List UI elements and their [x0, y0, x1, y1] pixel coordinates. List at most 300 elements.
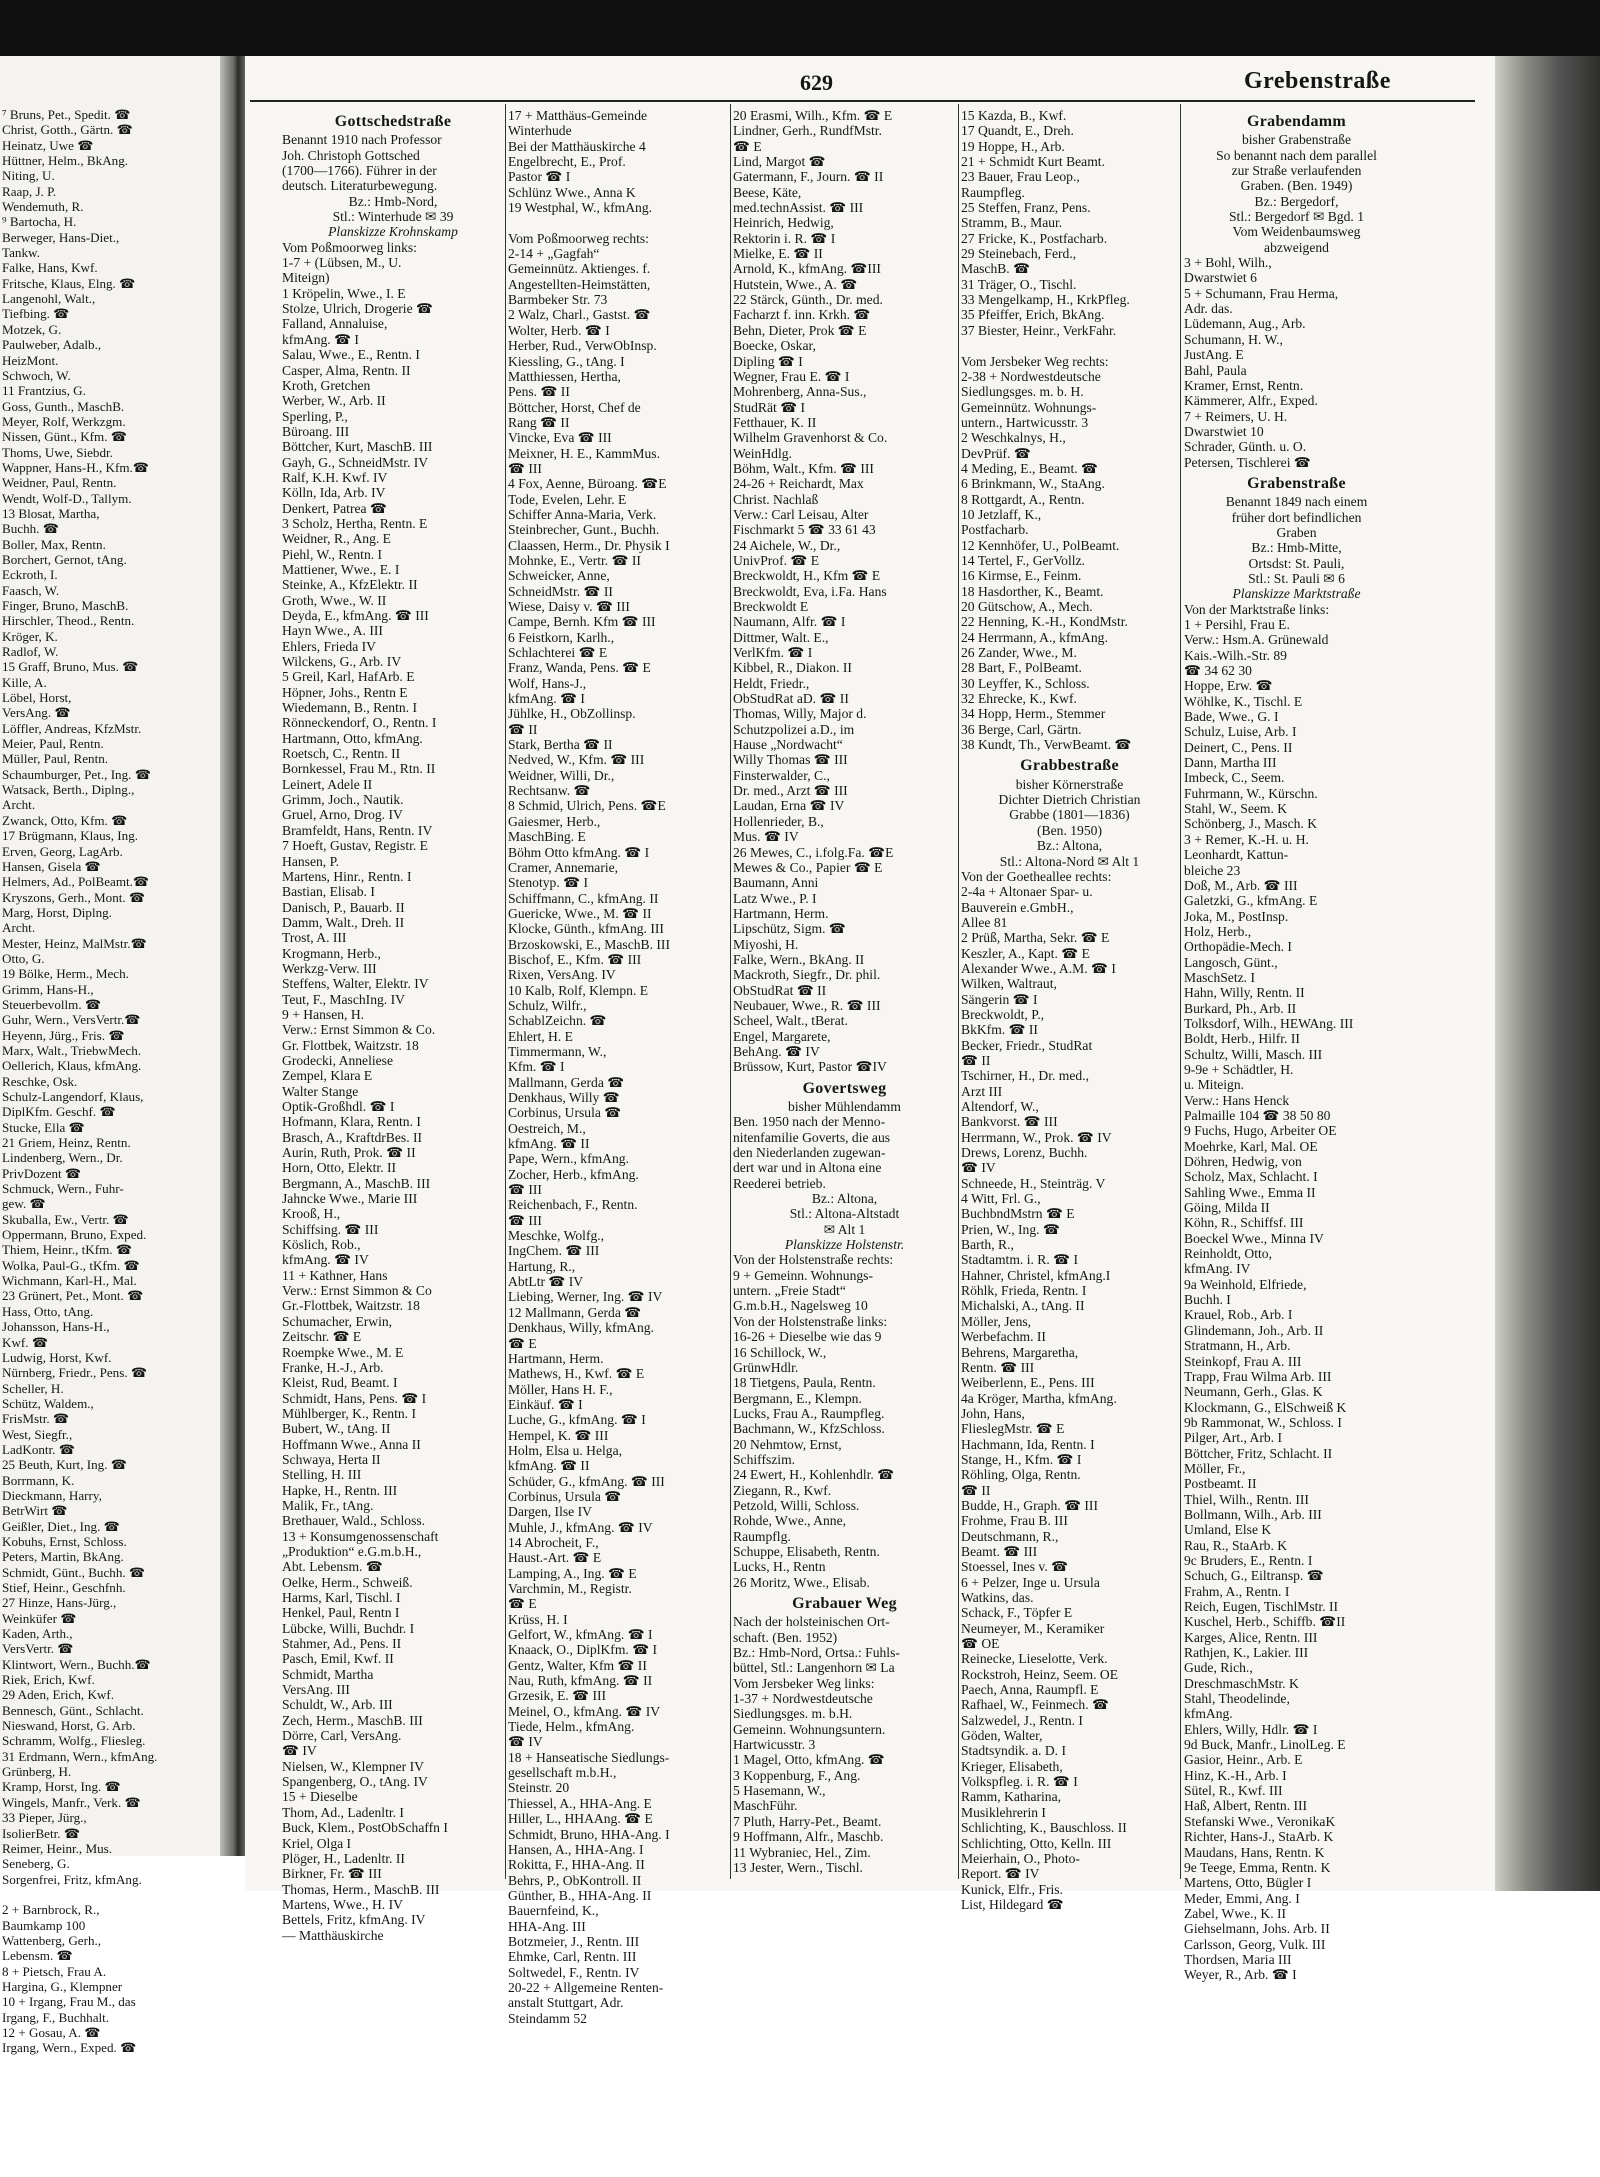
directory-entry: Werbefachm. II	[961, 1329, 1046, 1345]
directory-entry: 1 Kröpelin, Wwe., I. E	[282, 285, 406, 301]
directory-entry: Döhren, Hedwig, von	[1184, 1154, 1302, 1170]
directory-entry: Rentn. ☎ III	[961, 1359, 1035, 1375]
directory-entry: Marx, Walt., TriebwMech.	[2, 1042, 142, 1058]
directory-entry: BuchbndMstrn ☎ E	[961, 1206, 1075, 1222]
directory-entry: Plöger, H., Ladenltr. II	[282, 1850, 405, 1866]
street-info: Stl.: Altona-Altstadt	[789, 1206, 900, 1222]
directory-entry: MaschB. ☎	[961, 261, 1031, 277]
directory-entry: Bennesch, Günt., Schlacht.	[2, 1702, 144, 1718]
directory-entry: Birkner, Fr. ☎ III	[282, 1866, 382, 1882]
directory-entry: Kriel, Olga I	[282, 1835, 352, 1851]
directory-entry: Leinert, Adele II	[282, 776, 373, 792]
directory-entry: Neumann, Gerh., Glas. K	[1184, 1384, 1323, 1400]
directory-entry: Bergmann, A., MaschB. III	[282, 1175, 431, 1191]
directory-entry: Lindner, Gerh., RundfMstr.	[733, 123, 882, 139]
street-info: Ortsdst: St. Pauli,	[1248, 555, 1345, 571]
directory-entry: Wöhlke, K., Tischl. E	[1184, 693, 1303, 709]
directory-entry: Drews, Lorenz, Buchh.	[961, 1145, 1088, 1161]
directory-entry: Schultz, Willi, Masch. III	[1184, 1046, 1323, 1062]
directory-entry: DiplKfm. Geschf. ☎	[2, 1104, 116, 1120]
directory-entry: Heyenn, Jürg., Fris. ☎	[2, 1027, 125, 1043]
directory-entry: 31 Erdmann, Wern., kfmAng.	[2, 1748, 158, 1764]
directory-entry: Buck, Klem., PostObSchaffn I	[282, 1820, 448, 1836]
directory-entry: 26 Moritz, Wwe., Elisab.	[733, 1574, 870, 1590]
directory-entry: ☎ III	[508, 1212, 542, 1228]
street-info: bisher Körnerstraße	[1015, 776, 1124, 792]
directory-entry: Ehlert, H. E	[508, 1028, 573, 1044]
directory-entry: 31 Träger, O., Tischl.	[961, 276, 1077, 292]
street-info: Graben. (Ben. 1949)	[1240, 178, 1353, 194]
directory-entry: nitenfamilie Goverts, die aus	[733, 1129, 891, 1145]
directory-entry: Gemeinn. Wohnungsuntern.	[733, 1721, 886, 1737]
directory-entry: Heinatz, Uwe ☎	[2, 137, 94, 153]
directory-entry: Ramm, Katharina,	[961, 1789, 1062, 1805]
directory-entry: Siedlungsges. m. b. H.	[961, 384, 1084, 400]
directory-entry: kfmAng.	[1184, 1706, 1233, 1722]
street-heading: Grabenstraße	[1247, 474, 1346, 492]
directory-entry: Langosch, Günt.,	[1184, 954, 1278, 970]
directory-entry: Spangenberg, O., tAng. IV	[282, 1774, 428, 1790]
directory-entry: Von der Holstenstraße rechts:	[733, 1252, 894, 1268]
directory-entry: Ehlers, Frieda IV	[282, 638, 376, 654]
directory-entry: Rathjen, K., Lakier. III	[1184, 1645, 1309, 1661]
directory-entry: Faasch, W.	[2, 582, 60, 598]
directory-entry: Meder, Emmi, Ang. I	[1184, 1890, 1300, 1906]
directory-entry: Krauel, Rob., Arb. I	[1184, 1307, 1293, 1323]
directory-entry: Wegner, Frau E. ☎ I	[733, 368, 850, 384]
directory-entry: 3 + Bohl, Wilh.,	[1184, 255, 1272, 271]
directory-entry: Archt.	[2, 920, 36, 936]
directory-entry: Brzoskowski, E., MaschB. III	[508, 936, 670, 952]
directory-entry: Göing, Milda II	[1184, 1200, 1270, 1216]
directory-entry: Göden, Walter,	[961, 1728, 1043, 1744]
directory-entry: West, Siegfr.,	[2, 1426, 73, 1442]
directory-entry: (1700—1766). Führer in der	[282, 163, 437, 179]
directory-entry: Kais.-Wilh.-Str. 89	[1184, 647, 1287, 663]
directory-entry: Stelling, H. III	[282, 1467, 362, 1483]
street-info: Graben	[1276, 524, 1317, 540]
directory-entry: 23 Grünert, Pet., Mont. ☎	[2, 1288, 144, 1304]
directory-entry: Kwf. ☎	[2, 1334, 49, 1350]
directory-entry: 2-38 + Nordwestdeutsche	[961, 368, 1101, 384]
directory-entry: Bei der Matthäuskirche 4	[508, 138, 646, 154]
directory-entry: Gude, Rich.,	[1184, 1660, 1253, 1676]
directory-entry: Mewes & Co., Papier ☎ E	[733, 859, 883, 875]
directory-entry: Stucke, Ella ☎	[2, 1119, 85, 1135]
directory-entry: Klockmann, G., ElSchweiß K	[1184, 1399, 1347, 1415]
directory-entry: 29 Steinebach, Ferd.,	[961, 246, 1077, 262]
street-info: früher dort befindlichen	[1231, 509, 1362, 525]
directory-entry: 9d Buck, Manfr., LinolLeg. E	[1184, 1737, 1346, 1753]
directory-entry: Meierhain, O., Photo-	[961, 1850, 1080, 1866]
directory-entry: Klocke, Günth., kfmAng. III	[508, 921, 664, 937]
street-heading: Grabauer Weg	[792, 1595, 897, 1612]
directory-entry: Grünberg, H.	[2, 1764, 72, 1780]
left-page-column	[2, 108, 217, 2057]
directory-entry: Röhlk, Frieda, Rentn. I	[961, 1283, 1087, 1299]
directory-entry: Vom Jersbeker Weg links:	[733, 1675, 875, 1691]
directory-entry: Ben. 1950 nach der Menno-	[733, 1114, 886, 1130]
directory-entry: Grimm, Joch., Nautik.	[282, 792, 404, 808]
directory-entry: 36 Berge, Carl, Gärtn.	[961, 721, 1082, 737]
directory-entry: 7 Pluth, Harry-Pet., Beamt.	[733, 1813, 882, 1829]
directory-entry: Zabel, Wwe., K. II	[1184, 1905, 1287, 1921]
directory-entry: Budde, H., Graph. ☎ III	[961, 1497, 1098, 1513]
street-info: Benannt 1849 nach einem	[1225, 494, 1368, 510]
directory-entry: Nielsen, W., Klempner IV	[282, 1758, 424, 1774]
directory-entry: Bornkessel, Frau M., Rtn. II	[282, 761, 436, 777]
directory-entry: Möller, Hans H. F.,	[508, 1381, 613, 1397]
directory-entry: Doß, M., Arb. ☎ III	[1184, 877, 1298, 893]
directory-entry: ☎ IV	[282, 1743, 317, 1759]
directory-entry: Sängerin ☎ I	[961, 991, 1038, 1007]
directory-entry: Lindenberg, Wern., Dr.	[2, 1150, 123, 1166]
directory-entry: Büroang. III	[282, 423, 350, 439]
directory-entry: Lebensm. ☎	[2, 1948, 73, 1964]
directory-entry: Stefanski Wwe., VeronikaK	[1184, 1813, 1336, 1829]
directory-entry: Claassen, Herm., Dr. Physik I	[508, 537, 670, 553]
directory-entry: 9 Hoffmann, Alfr., Maschb.	[733, 1829, 884, 1845]
directory-entry: 33 Pieper, Jürg.,	[2, 1810, 87, 1826]
directory-entry: Nach der holsteinischen Ort-	[733, 1614, 890, 1630]
directory-entry: Schuldt, W., Arb. III	[282, 1697, 393, 1713]
directory-entry: DreschmaschMstr. K	[1184, 1675, 1299, 1691]
directory-entry: 9b Rammonat, W., Schloss. I	[1184, 1414, 1342, 1430]
directory-entry: Löffler, Andreas, KfzMstr.	[2, 720, 142, 736]
directory-entry: Archt.	[2, 797, 36, 813]
directory-entry: Schwaya, Herta II	[282, 1451, 381, 1467]
directory-entry: Steuerbevollm. ☎	[2, 996, 102, 1012]
directory-entry: Böttcher, Horst, Chef de	[508, 399, 641, 415]
directory-entry: 8 Schmid, Ulrich, Pens. ☎E	[508, 798, 666, 814]
directory-entry: 13 + Konsumgenossenschaft	[282, 1528, 439, 1544]
directory-entry: Orthopädie-Mech. I	[1184, 939, 1292, 955]
directory-entry: 23 Bauer, Frau Leop.,	[961, 169, 1080, 185]
directory-entry: 4 Meding, E., Beamt. ☎	[961, 460, 1098, 476]
directory-entry: kfmAng. ☎ IV	[282, 1252, 369, 1268]
directory-entry: Hansen, P.	[282, 853, 340, 869]
directory-entry: Pilger, Art., Arb. I	[1184, 1430, 1283, 1446]
directory-entry: den Niederlanden zugewan-	[733, 1145, 886, 1161]
directory-entry: Musiklehrerin I	[961, 1804, 1046, 1820]
directory-entry: Hayn Wwe., A. III	[282, 623, 383, 639]
directory-entry: AbtLtr ☎ IV	[508, 1274, 584, 1290]
directory-entry: Beese, Käte,	[733, 184, 802, 200]
plan-reference: Planskizze Krohnskamp	[328, 224, 458, 240]
directory-entry: Schumann, H. W.,	[1184, 331, 1283, 347]
directory-entry: Frohme, Frau B. III	[961, 1513, 1068, 1529]
directory-entry: Raumpflg.	[733, 1528, 791, 1544]
directory-entry: Böhm, Walt., Kfm. ☎ III	[733, 460, 874, 476]
directory-entry: 25 Beuth, Kurt, Ing. ☎	[2, 1457, 128, 1473]
directory-entry: 25 Steffen, Franz, Pens.	[961, 200, 1091, 216]
directory-entry: Report. ☎ IV	[961, 1866, 1040, 1882]
directory-entry: Wolka, Paul-G., tKfm. ☎	[2, 1257, 140, 1273]
directory-entry: 32 Ehrecke, K., Kwf.	[961, 691, 1077, 707]
directory-entry: Stief, Heinr., Geschfnh.	[2, 1580, 126, 1595]
directory-entry: Krieger, Elisabeth,	[961, 1758, 1063, 1774]
directory-entry: Rönneckendorf, O., Rentn. I	[282, 715, 437, 731]
directory-entry: Hansen, A., HHA-Ang. I	[508, 1841, 644, 1857]
column-govertsweg	[733, 108, 956, 1875]
directory-entry: Schwoch, W.	[2, 367, 71, 383]
directory-entry: Rafhael, W., Feinmech. ☎	[961, 1697, 1109, 1713]
directory-entry: 17 Quandt, E., Dreh.	[961, 123, 1074, 139]
directory-entry: Böttcher, Fritz, Schlacht. II	[1184, 1445, 1333, 1461]
directory-entry: Reinecke, Lieselotte, Verk.	[961, 1651, 1108, 1667]
street-info: Bz.: Altona,	[1036, 838, 1103, 854]
directory-entry: Mus. ☎ IV	[733, 829, 799, 845]
directory-entry: Malik, Fr., tAng.	[282, 1497, 374, 1513]
directory-entry: Gelfort, W., kfmAng. ☎ I	[508, 1627, 653, 1643]
directory-entry: Hartmann, Otto, kfmAng.	[282, 730, 423, 746]
directory-entry: Piehl, W., Rentn. I	[282, 546, 383, 562]
directory-entry: Falke, Wern., BkAng. II	[733, 951, 865, 967]
directory-entry: Behrens, Margaretha,	[961, 1344, 1079, 1360]
directory-entry: 38 Kundt, Th., VerwBeamt. ☎	[961, 737, 1132, 753]
directory-entry: Denkhaus, Willy ☎	[508, 1090, 620, 1105]
directory-entry: Fritsche, Klaus, Elng. ☎	[2, 275, 136, 291]
directory-entry: Hiller, L., HHAAng. ☎ E	[508, 1811, 653, 1827]
directory-entry: 9e Teege, Emma, Rentn. K	[1184, 1859, 1331, 1875]
directory-entry: ☎ E	[508, 1596, 537, 1612]
directory-entry: 20 Gütschow, A., Mech.	[961, 599, 1093, 614]
directory-entry: 24-26 + Reichardt, Max	[733, 476, 864, 492]
directory-entry: Meschke, Wolfg.,	[508, 1228, 605, 1244]
directory-entry: Tiede, Helm., kfmAng.	[508, 1719, 635, 1735]
directory-entry: Verw.: Hans Henck	[1184, 1092, 1290, 1108]
directory-entry: Schlichting, K., Bauschloss. II	[961, 1820, 1127, 1836]
directory-entry: Stahl, W., Seem. K	[1184, 801, 1288, 817]
directory-entry: Kroth, Gretchen	[282, 377, 371, 393]
directory-entry: Falland, Annaluise,	[282, 316, 388, 332]
directory-entry: 15 Kazda, B., Kwf.	[961, 108, 1067, 123]
directory-entry: Schiffsing. ☎ III	[282, 1221, 379, 1237]
directory-entry: Scheller, H.	[2, 1380, 64, 1396]
directory-entry: 20 Nehmtow, Ernst,	[733, 1436, 842, 1452]
directory-entry: Sorgenfrei, Fritz, kfmAng.	[2, 1871, 142, 1887]
directory-entry: Helmers, Ad., PolBeamt.☎	[2, 874, 150, 890]
directory-entry: MaschFühr.	[733, 1798, 798, 1814]
directory-entry: Möller, Fr.,	[1184, 1460, 1246, 1476]
directory-entry: Steinke, A., KfzElektr. II	[282, 577, 418, 593]
directory-entry: Oppermann, Bruno, Exped.	[2, 1227, 147, 1243]
directory-entry: Wingels, Manfr., Verk. ☎	[2, 1794, 141, 1810]
directory-entry: Fischmarkt 5 ☎ 33 61 43	[733, 522, 876, 538]
directory-entry: 11 Wybraniec, Hel., Zim.	[733, 1844, 871, 1860]
directory-entry: Schmidt, Bruno, HHA-Ang. I	[508, 1826, 670, 1842]
running-head: Grebenstraße	[1244, 68, 1391, 94]
directory-entry: Wilhelm Gravenhorst & Co.	[733, 430, 888, 446]
directory-entry: 26 Zander, Wwe., M.	[961, 645, 1077, 661]
directory-entry: Ehlers, Willy, Hdlr. ☎ I	[1184, 1721, 1318, 1737]
directory-entry: Volkspfleg. i. R. ☎ I	[961, 1774, 1078, 1790]
directory-entry: Facharzt f. inn. Krkh. ☎	[733, 307, 871, 323]
directory-entry: Optik-Großhdl. ☎ I	[282, 1099, 395, 1114]
directory-entry: 10 + Irgang, Frau M., das	[2, 1994, 136, 2010]
directory-entry: Willy Thomas ☎ III	[733, 752, 848, 768]
directory-entry: Maudans, Hans, Rentn. K	[1184, 1844, 1325, 1860]
directory-entry: Wappner, Hans-H., Kfm.☎	[2, 459, 150, 475]
directory-entry: Wiese, Daisy v. ☎ III	[508, 599, 630, 614]
directory-entry: Verw.: Carl Leisau, Alter	[733, 506, 869, 522]
street-heading: Gottschedstraße	[334, 113, 452, 130]
directory-entry: Herrmann, W., Prok. ☎ IV	[961, 1129, 1112, 1145]
directory-entry: Muhle, J., kfmAng. ☎ IV	[508, 1519, 653, 1535]
directory-entry: Dann, Martha III	[1184, 755, 1277, 771]
directory-entry: 20-22 + Allgemeine Renten-	[508, 1979, 664, 1995]
directory-entry: Mackroth, Siegfr., Dr. phil.	[733, 967, 881, 983]
directory-entry: kfmAng. IV	[1184, 1261, 1251, 1277]
directory-entry: BetrWirt ☎	[2, 1503, 68, 1519]
directory-entry: Brasch, A., KraftdrBes. II	[282, 1129, 423, 1145]
column-grabbestrasse	[961, 108, 1178, 1912]
directory-entry: dert war und in Altona eine	[733, 1160, 882, 1176]
street-info: Stl.: Altona-Nord ✉ Alt 1	[999, 853, 1140, 869]
directory-entry: Zeitschr. ☎ E	[282, 1329, 362, 1345]
directory-entry: 30 Leyffer, K., Schloss.	[961, 675, 1090, 691]
directory-entry: u. Miteign.	[1184, 1077, 1245, 1093]
directory-entry: Nedved, W., Kfm. ☎ III	[508, 752, 645, 768]
directory-entry: Schmidt, Günt., Buchh. ☎	[2, 1564, 146, 1580]
directory-entry: Lüdemann, Aug., Arb.	[1184, 316, 1306, 332]
directory-entry: 7 Hoeft, Gustav, Registr. E	[282, 838, 428, 854]
directory-entry: Kramp, Horst, Ing. ☎	[2, 1779, 121, 1795]
directory-entry: G.m.b.H., Nagelsweg 10	[733, 1298, 868, 1314]
directory-entry: Paulweber, Adalb.,	[2, 337, 102, 353]
street-info: Bz.: Hmb-Mitte,	[1251, 540, 1342, 556]
directory-entry: deutsch. Literaturbewegung.	[282, 178, 438, 194]
directory-entry: Herber, Rud., VerwObInsp.	[508, 338, 657, 354]
directory-entry: Dr. med., Arzt ☎ III	[733, 783, 848, 799]
directory-entry: Hoffmann Wwe., Anna II	[282, 1436, 421, 1452]
directory-entry: 2-14 + „Gagfah“	[508, 246, 600, 262]
directory-entry: Hutstein, Wwe., A. ☎	[733, 276, 858, 292]
directory-entry: Brüssow, Kurt, Pastor ☎IV	[733, 1059, 887, 1075]
directory-entry: 19 Westphal, W., kfmAng.	[508, 200, 653, 216]
directory-entry: Neubauer, Wwe., R. ☎ III	[733, 997, 881, 1013]
directory-entry: Winterhude	[508, 123, 572, 139]
directory-entry: Müller, Paul, Rentn.	[2, 751, 109, 767]
directory-entry: Rechtsanw. ☎	[508, 783, 591, 799]
directory-entry: Altendorf, W.,	[961, 1099, 1039, 1114]
directory-entry: Richter, Hans-J., StaArb. K	[1184, 1829, 1334, 1845]
directory-entry: Vincke, Eva ☎ III	[508, 430, 612, 446]
directory-entry: Cramer, Annemarie,	[508, 859, 619, 875]
directory-entry: 14 Tertel, F., GerVollz.	[961, 552, 1085, 568]
directory-entry: Bischof, E., Kfm. ☎ III	[508, 951, 642, 967]
directory-entry: Keszler, A., Kapt. ☎ E	[961, 945, 1090, 961]
directory-entry: Hause „Nordwacht“	[733, 737, 843, 753]
directory-entry: ☎ III	[508, 460, 542, 476]
directory-entry: Wendt, Wolf-D., Tallym.	[2, 490, 132, 506]
directory-entry: Glindemann, Joh., Arb. II	[1184, 1322, 1324, 1338]
directory-entry: Latz Wwe., P. I	[733, 890, 817, 906]
directory-entry: Harms, Karl, Tischl. I	[282, 1590, 401, 1605]
street-info: abzweigend	[1264, 239, 1329, 255]
directory-entry: 16 Kirmse, E., Feinm.	[961, 568, 1082, 584]
directory-entry: Höpner, Johs., Rentn E	[282, 684, 408, 700]
directory-entry: Reschke, Osk.	[2, 1073, 78, 1089]
directory-entry: Gaiesmer, Herb.,	[508, 813, 601, 829]
directory-entry: Kryszons, Gerh., Mont. ☎	[2, 889, 146, 905]
directory-entry: ☎ II	[961, 1052, 991, 1068]
directory-entry: Boldt, Herb., Hilfr. II	[1184, 1031, 1300, 1047]
directory-entry: IngChem. ☎ III	[508, 1243, 600, 1259]
directory-entry: Sahling Wwe., Emma II	[1184, 1184, 1316, 1200]
page-number: 629	[800, 70, 833, 95]
directory-entry: VersAng. III	[282, 1682, 350, 1698]
directory-entry: kfmAng. ☎ I	[508, 691, 585, 707]
directory-entry: Wendemuth, R.	[2, 199, 84, 215]
directory-entry: Nissen, Günt., Kfm. ☎	[2, 429, 128, 445]
directory-entry: Stoessel, Ines v. ☎	[961, 1559, 1069, 1575]
directory-entry: Franke, H.-J., Arb.	[282, 1359, 384, 1375]
directory-entry: Meinel, O., kfmAng. ☎ IV	[508, 1703, 661, 1719]
directory-entry: Zempel, Klara E	[282, 1068, 373, 1084]
directory-entry: Paech, Anna, Raumpfl. E	[961, 1682, 1099, 1698]
directory-entry: Martens, Otto, Bügler I	[1184, 1875, 1312, 1891]
directory-entry: Steindamm 52	[508, 2010, 587, 2026]
directory-entry: Finsterwalder, C.,	[733, 767, 830, 783]
directory-entry: 18 + Hanseatische Siedlungs-	[508, 1749, 670, 1765]
directory-entry: Hempel, K. ☎ III	[508, 1427, 609, 1443]
directory-entry: Lamping, A., Ing. ☎ E	[508, 1565, 637, 1581]
directory-entry: Reederei betrieb.	[733, 1175, 826, 1191]
directory-entry: Bollmann, Wilh., Arb. III	[1184, 1506, 1322, 1522]
directory-entry: 4 Fox, Aenne, Büroang. ☎E	[508, 476, 667, 492]
street-heading: Govertsweg	[802, 1079, 887, 1097]
directory-entry: Thiel, Wilh., Rentn. III	[1184, 1491, 1309, 1507]
directory-entry: Schuch, G., Eiltransp. ☎	[1184, 1568, 1324, 1584]
directory-entry: 10 Jetzlaff, K.,	[961, 506, 1042, 522]
directory-entry: Gentz, Walter, Kfm ☎ II	[508, 1657, 647, 1673]
directory-entry: Nau, Ruth, kfmAng. ☎ II	[508, 1673, 653, 1689]
directory-entry: Krogmann, Herb.,	[282, 945, 381, 961]
directory-entry: Werber, W., Arb. II	[282, 393, 386, 409]
directory-entry: Alexander Wwe., A.M. ☎ I	[961, 960, 1116, 976]
directory-entry: Schramm, Wolfg., Fliesleg.	[2, 1733, 146, 1749]
directory-entry: Rohde, Wwe., Anne,	[733, 1513, 847, 1529]
directory-entry: Kölln, Ida, Arb. IV	[282, 485, 386, 501]
directory-entry: 5 Greil, Karl, HafArb. E	[282, 669, 415, 685]
directory-entry: ObStudRat aD. ☎ II	[733, 691, 849, 707]
directory-entry: Trapp, Frau Wilma Arb. III	[1184, 1368, 1332, 1384]
directory-entry: 20 Erasmi, Wilh., Kfm. ☎ E	[733, 108, 893, 123]
directory-entry: Schiffszim.	[733, 1451, 796, 1467]
directory-entry: 16-26 + Dieselbe wie das 9	[733, 1329, 882, 1345]
directory-entry: Stahl, Theodelinde,	[1184, 1691, 1290, 1707]
directory-entry: Liebing, Werner, Ing. ☎ IV	[508, 1289, 663, 1305]
directory-entry: Kiessling, G., tAng. I	[508, 353, 625, 369]
directory-entry: Dittmer, Walt. E.,	[733, 629, 829, 645]
directory-entry: Hoppe, Erw. ☎	[1184, 678, 1273, 694]
directory-entry: Haust.-Art. ☎ E	[508, 1550, 602, 1566]
directory-entry: Hofmann, Klara, Rentn. I	[282, 1114, 421, 1130]
directory-entry: 2 Weschkalnys, H.,	[961, 430, 1066, 446]
street-info: ✉ Alt 1	[823, 1221, 866, 1237]
directory-entry: Barth, R.,	[961, 1237, 1014, 1253]
directory-entry	[2, 1888, 217, 1903]
directory-entry: Bubert, W., tAng. II	[282, 1421, 391, 1437]
directory-entry: Franz, Wanda, Pens. ☎ E	[508, 660, 651, 676]
directory-entry: Arnold, K., kfmAng. ☎III	[733, 261, 881, 277]
directory-entry: Trost, A. III	[282, 930, 347, 946]
directory-entry: 5 Hasemann, W.,	[733, 1783, 826, 1799]
directory-entry: Bahl, Paula	[1184, 362, 1247, 378]
directory-entry: StudRät ☎ I	[733, 399, 806, 415]
directory-entry: Buchh. ☎	[2, 521, 60, 537]
